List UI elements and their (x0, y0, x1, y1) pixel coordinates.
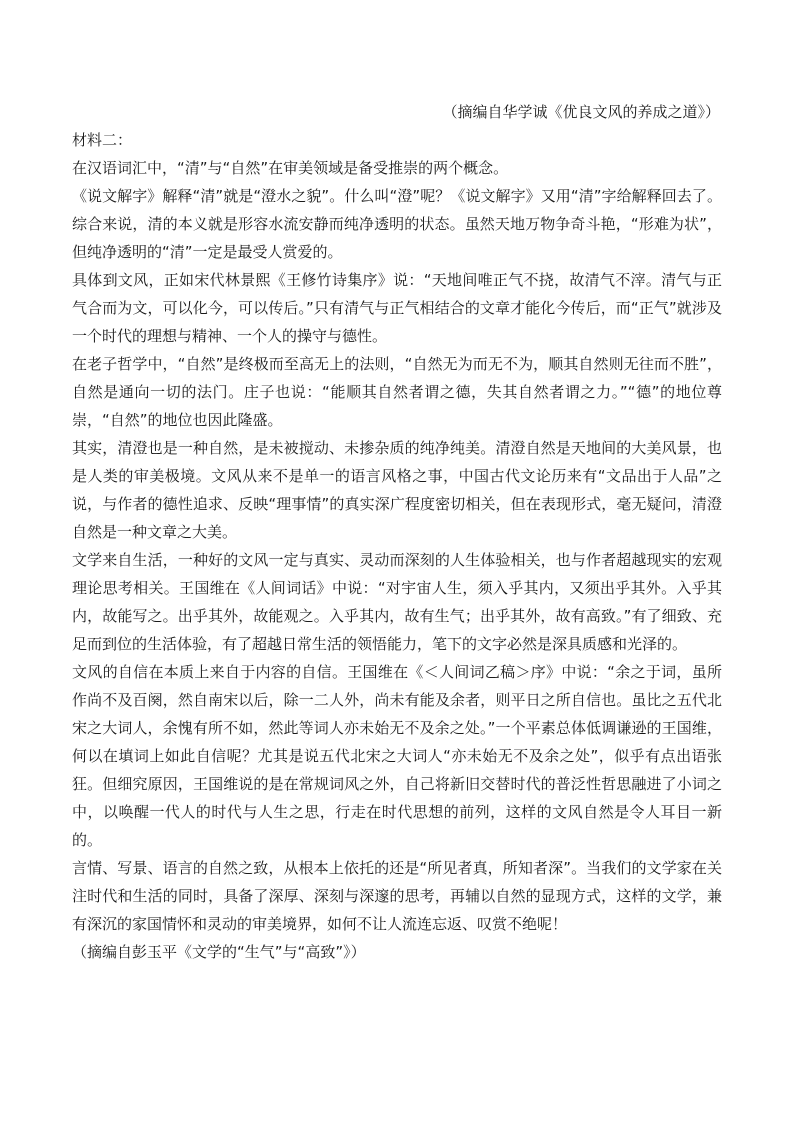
paragraph-6: 文学来自生活，一种好的文风一定与真实、灵动而深刻的人生体验相关，也与作者超越现实的宏观理论思考相关。王国维在《人间词话》中说：“对宇宙人生，须入乎其内，又须出乎其外。入乎其内，故能写之。出乎其外，故能观之。入乎其内，故有生气；出乎其外，故有高致。”有了细致、充足而到位的生活体验，有了超越日常生活的领悟能力，笔下的文字必然是深具质感和光泽的。 (72, 551, 722, 653)
paragraph-1: 在汉语词汇中，“清”与“自然”在审美领域是备受推崇的两个概念。 (72, 159, 509, 177)
paragraph-4: 在老子哲学中，“自然”是终极而至高无上的法则，“自然无为而无不为，顺其自然则无往而不胜”，自然是通向一切的法门。庄子也说：“能顺其自然者谓之德，失其自然者谓之力。”“德”的地位尊崇，“自然”的地位也因此隆盛。 (72, 355, 722, 429)
paragraph-3: 具体到文风，正如宋代林景熙《王修竹诗集序》说：“天地间唯正气不挠，故清气不滓。清气与正气合而为文，可以化今，可以传后。”只有清气与正气相结合的文章才能化今传后，而“正气”就涉及一个时代的理想与精神、一个人的操守与德性。 (72, 271, 722, 345)
source-citation-top: （摘编自华学诚《优良文风的养成之道》） (442, 103, 720, 121)
paragraph-5: 其实，清澄也是一种自然，是未被搅动、未掺杂质的纯净纯美。清澄自然是天地间的大美风景，也是人类的审美极境。文风从来不是单一的语言风格之事，中国古代文论历来有“文品出于人品”之说，与作者的德性追求、反映“理事情”的真实深广程度密切相关，但在表现形式，毫无疑问，清澄自然是一种文章之大美。 (72, 439, 722, 541)
paragraph-2: 《说文解字》解释“清”就是“澄水之貌”。什么叫“澄”呢？《说文解字》又用“清”字给解释回去了。综合来说，清的本义就是形容水流安静而纯净透明的状态。虽然天地万物争奇斗艳，“形难为状”，但纯净透明的“清”一定是最受人赏爱的。 (72, 187, 722, 261)
paragraph-7: 文风的自信在本质上来自于内容的自信。王国维在《＜人间词乙稿＞序》中说：“余之于词，虽所作尚不及百阕，然自南宋以后，除一二人外，尚未有能及余者，则平日之所自信也。虽比之五代北宋之大词人，余愧有所不如，然此等词人亦未始无不及余之处。”一个平素总体低调谦逊的王国维，何以在填词上如此自信呢？尤其是说五代北宋之大词人“亦未始无不及余之处”，似乎有点出语张狂。但细究原因，王国维说的是在常规词风之外，自己将新旧交替时代的普泛性哲思融进了小词之中，以唤醒一代人的时代与人生之思，行走在时代思想的前列，这样的文风自然是令人耳目一新的。 (72, 663, 722, 849)
source-citation-bottom: （摘编自彭玉平《文学的“生气”与“高致”》） (72, 943, 366, 961)
document-page (72, 98, 722, 966)
paragraph-8: 言情、写景、语言的自然之致，从根本上依托的还是“所见者真，所知者深”。当我们的文学家在关注时代和生活的同时，具备了深厚、深刻与深邃的思考，再辅以自然的显现方式，这样的文学，兼有深沉的家国情怀和灵动的审美境界，如何不让人流连忘返、叹赏不绝呢！ (72, 859, 722, 933)
material-label: 材料二： (72, 131, 133, 149)
